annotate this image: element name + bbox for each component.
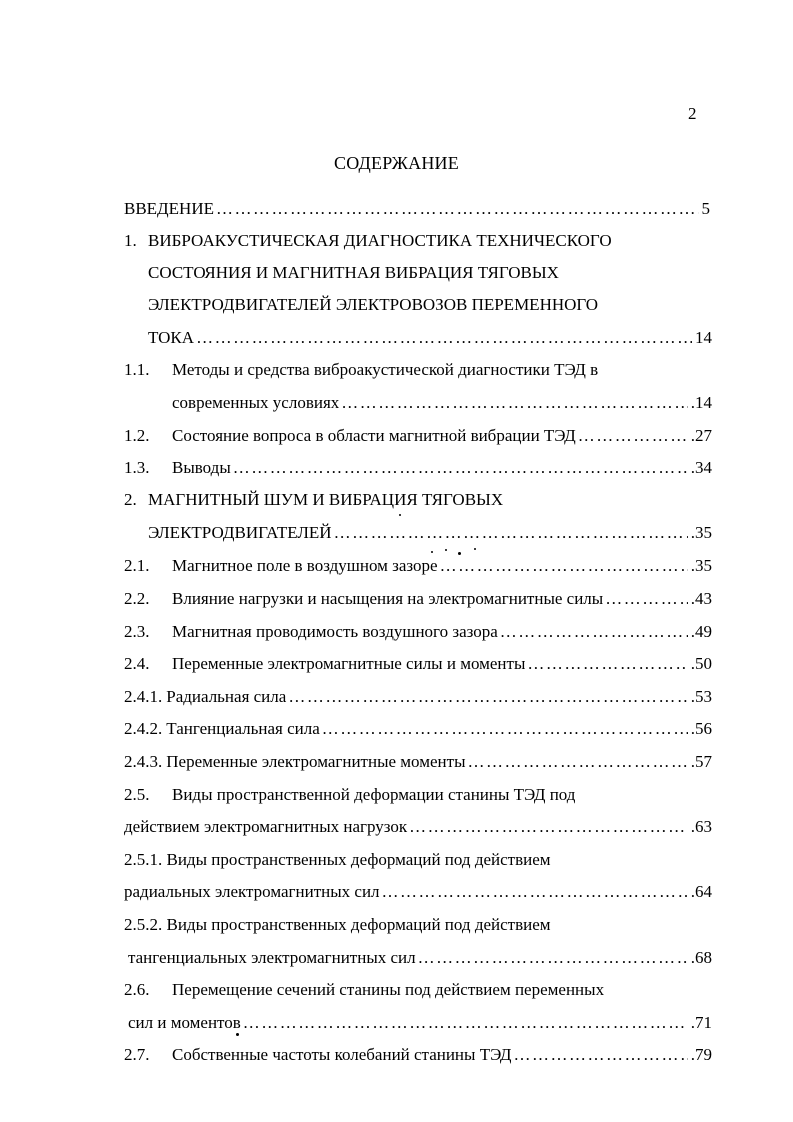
toc-entry-2-3 xyxy=(172,619,712,645)
toc-entry-number: 2.4.3. xyxy=(124,752,163,771)
toc-entry-page: .71 xyxy=(690,1013,712,1032)
toc-entry-text: ВВЕДЕНИЕ xyxy=(124,199,214,218)
leader-dots xyxy=(513,1042,687,1068)
toc-entry-2-5-number: 2.5. xyxy=(124,785,150,804)
leader-dots xyxy=(233,455,688,481)
leader-dots xyxy=(418,945,688,971)
toc-entry-2-4-2 xyxy=(124,716,712,742)
leader-dots xyxy=(605,586,688,612)
toc-entry-text: Собственные частоты колебаний станины ТЭД xyxy=(172,1045,512,1064)
toc-entry-text: действием электромагнитных нагрузок xyxy=(124,817,408,836)
toc-entry-number: 2.4.1. xyxy=(124,687,163,706)
toc-entry-text: Магнитное поле в воздушном зазоре xyxy=(172,556,438,575)
toc-entry-ch1-line3: ЭЛЕКТРОДВИГАТЕЛЕЙ ЭЛЕКТРОВОЗОВ ПЕРЕМЕННОГО xyxy=(148,295,599,314)
toc-entry-2-5-2-last xyxy=(128,945,712,971)
scan-speck xyxy=(445,549,447,551)
toc-entry-page: .14 xyxy=(690,393,712,412)
toc-entry-text: Магнитная проводимость воздушного зазора xyxy=(172,622,498,641)
toc-entry-text: Виды пространственных деформаций под действием xyxy=(166,915,551,934)
toc-entry-2-7-number: 2.7. xyxy=(124,1045,150,1064)
toc-entry-page: .35 xyxy=(690,556,712,575)
toc-entry-page: .49 xyxy=(690,622,712,641)
leader-dots xyxy=(334,520,688,546)
toc-entry-2-5-2-line1 xyxy=(124,912,551,938)
scan-speck xyxy=(236,1033,239,1036)
toc-entry-2-6-line1: Перемещение сечений станины под действием переменных xyxy=(172,980,605,999)
toc-entry-2-4-3 xyxy=(124,749,712,775)
leader-dots xyxy=(440,553,688,579)
toc-entry-text: Выводы xyxy=(172,458,231,477)
scan-speck xyxy=(474,548,476,550)
toc-entry-page: 5 xyxy=(701,199,710,218)
leader-dots xyxy=(500,619,688,645)
toc-entry-page: .68 xyxy=(690,948,712,967)
toc-entry-ch1-last xyxy=(148,325,712,351)
leader-dots xyxy=(196,325,692,351)
leader-dots xyxy=(243,1010,688,1036)
toc-entry-2-4 xyxy=(172,651,712,677)
scan-speck xyxy=(399,514,401,516)
toc-entry-2-6-last xyxy=(128,1010,712,1036)
toc-entry-page: .50 xyxy=(690,654,712,673)
toc-entry-page: .57 xyxy=(690,752,712,771)
toc-entry-number: 2.5.2. xyxy=(124,915,163,934)
toc-entry-page: .43 xyxy=(690,589,712,608)
toc-entry-2-5-1-last xyxy=(124,879,712,905)
toc-entry-1-2 xyxy=(172,423,712,449)
scan-speck xyxy=(458,552,461,555)
toc-entry-1-1-line1: Методы и средства виброакустической диагностики ТЭД в xyxy=(172,360,599,379)
toc-entry-1-1-last xyxy=(172,390,712,416)
leader-dots xyxy=(578,423,688,449)
leader-dots xyxy=(216,196,699,222)
leader-dots xyxy=(527,651,687,677)
toc-entry-ch1-line1: ВИБРОАКУСТИЧЕСКАЯ ДИАГНОСТИКА ТЕХНИЧЕСКОГО xyxy=(148,231,612,250)
toc-entry-2-2-number: 2.2. xyxy=(124,589,150,608)
toc-entry-1-3-number: 1.3. xyxy=(124,458,150,477)
toc-entry-intro xyxy=(124,196,710,222)
toc-entry-1-3 xyxy=(172,455,712,481)
toc-entry-text: Радиальная сила xyxy=(166,687,287,706)
leader-dots xyxy=(468,749,688,775)
toc-entry-ch2-last xyxy=(148,520,712,546)
leader-dots xyxy=(409,814,688,840)
leader-dots xyxy=(382,879,688,905)
toc-entry-text: современных условиях xyxy=(172,393,340,412)
toc-entry-page: 14 xyxy=(695,328,712,347)
toc-entry-2-5-last xyxy=(124,814,712,840)
toc-entry-text: Переменные электромагнитные силы и моменты xyxy=(172,654,526,673)
toc-entry-text: Переменные электромагнитные моменты xyxy=(166,752,466,771)
toc-entry-page: .35 xyxy=(690,523,712,542)
toc-entry-number: 2.5.1. xyxy=(124,850,163,869)
toc-entry-2-1 xyxy=(172,553,712,579)
toc-entry-text: Тангенциальная сила xyxy=(166,719,320,738)
toc-entry-text: тангенциальных электромагнитных сил xyxy=(128,948,416,967)
toc-entry-number: 2.4.2. xyxy=(124,719,163,738)
toc-entry-2-3-number: 2.3. xyxy=(124,622,150,641)
toc-entry-2-7 xyxy=(172,1042,712,1068)
page-number: 2 xyxy=(688,104,697,123)
toc-entry-text: ТОКА xyxy=(148,328,195,347)
toc-entry-ch2-line1: МАГНИТНЫЙ ШУМ И ВИБРАЦИЯ ТЯГОВЫХ xyxy=(148,490,504,509)
leader-dots xyxy=(288,684,687,710)
toc-entry-ch2-number: 2. xyxy=(124,490,137,509)
toc-entry-page: .34 xyxy=(690,458,712,477)
leader-dots xyxy=(322,716,688,742)
toc-entry-page: .56 xyxy=(690,719,712,738)
toc-entry-2-4-number: 2.4. xyxy=(124,654,150,673)
toc-entry-page: .64 xyxy=(690,882,712,901)
toc-entry-2-2 xyxy=(172,586,712,612)
toc-entry-text: Виды пространственных деформаций под действием xyxy=(166,850,551,869)
toc-entry-page: .63 xyxy=(690,817,712,836)
toc-entry-text: Состояние вопроса в области магнитной вибрации ТЭД xyxy=(172,426,576,445)
toc-entry-page: .79 xyxy=(690,1045,712,1064)
toc-entry-2-6-number: 2.6. xyxy=(124,980,150,999)
toc-entry-ch1-line2: СОСТОЯНИЯ И МАГНИТНАЯ ВИБРАЦИЯ ТЯГОВЫХ xyxy=(148,263,559,282)
toc-entry-page: .27 xyxy=(690,426,712,445)
scan-speck xyxy=(431,551,433,553)
toc-entry-2-5-1-line1 xyxy=(124,847,551,873)
leader-dots xyxy=(341,390,687,416)
toc-entry-2-1-number: 2.1. xyxy=(124,556,150,575)
toc-entry-2-4-1 xyxy=(124,684,712,710)
toc-entry-page: .53 xyxy=(690,687,712,706)
toc-entry-text: ЭЛЕКТРОДВИГАТЕЛЕЙ xyxy=(148,523,332,542)
toc-entry-text: Влияние нагрузки и насыщения на электромагнитные силы xyxy=(172,589,604,608)
toc-entry-ch1-number: 1. xyxy=(124,231,137,250)
toc-entry-1-2-number: 1.2. xyxy=(124,426,150,445)
toc-entry-2-5-line1: Виды пространственной деформации станины ТЭД под xyxy=(172,785,576,804)
toc-entry-text: сил и моментов xyxy=(128,1013,241,1032)
page-title: СОДЕРЖАНИЕ xyxy=(334,153,459,173)
toc-entry-text: радиальных электромагнитных сил xyxy=(124,882,380,901)
toc-entry-1-1-number: 1.1. xyxy=(124,360,150,379)
